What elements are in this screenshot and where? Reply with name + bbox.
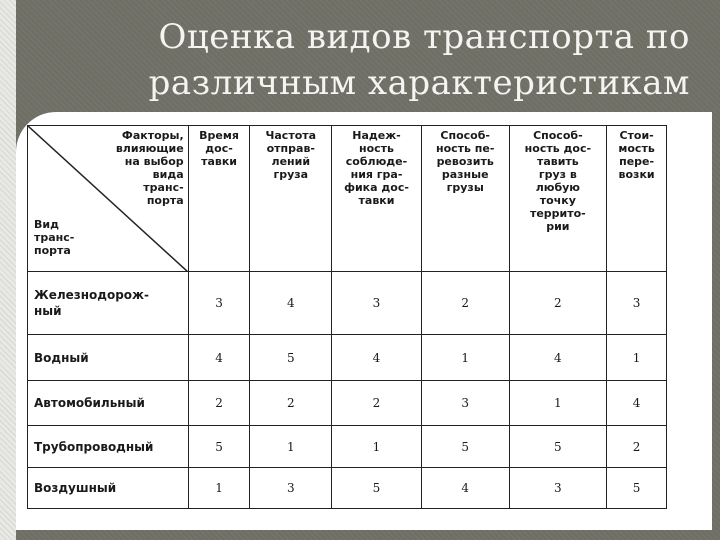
- table-cell: 1: [421, 335, 509, 381]
- corner-factors-label: Факторы, влияющие на выбор вида транс- порта: [115, 129, 184, 207]
- table-cell: 5: [250, 335, 332, 381]
- header-row: [28, 126, 667, 272]
- table-cell: 3: [332, 272, 422, 335]
- table-cell: 4: [188, 335, 250, 381]
- table-cell: 3: [509, 468, 607, 509]
- table-cell: 5: [421, 426, 509, 468]
- table-cell: 4: [332, 335, 422, 381]
- header-reliability: Надеж- ность соблюде- ния гра- фика дос- тавки: [332, 126, 422, 272]
- table-row: [28, 468, 667, 509]
- table-cell: 2: [421, 272, 509, 335]
- table-cell: 5: [332, 468, 422, 509]
- table-cell: 2: [607, 426, 667, 468]
- table-cell: 3: [250, 468, 332, 509]
- left-decor-strip: [0, 0, 16, 540]
- table-cell: 4: [509, 335, 607, 381]
- row-label: Автомобильный: [28, 381, 189, 426]
- row-label: Трубопроводный: [28, 426, 189, 468]
- title-line-1: Оценка видов транспорта по: [158, 17, 690, 57]
- table-row: [28, 381, 667, 426]
- table-cell: 2: [332, 381, 422, 426]
- table-cell: 2: [188, 381, 250, 426]
- table-row: [28, 426, 667, 468]
- header-territory-reach: Способ- ность дос- тавить груз в любую точку террито- рии: [509, 126, 607, 272]
- table-cell: 3: [421, 381, 509, 426]
- table-cell: 5: [188, 426, 250, 468]
- header-frequency: Частота отправ- лений груза: [250, 126, 332, 272]
- header-cargo-capability: Способ- ность пе- ревозить разные грузы: [421, 126, 509, 272]
- table-row: [28, 272, 667, 335]
- table-cell: 4: [421, 468, 509, 509]
- table-cell: 1: [509, 381, 607, 426]
- table-cell: 3: [607, 272, 667, 335]
- row-label: Водный: [28, 335, 189, 381]
- title-line-2: различным характеристикам: [148, 63, 690, 103]
- row-label: Железнодорож- ный: [28, 272, 189, 335]
- table-cell: 1: [250, 426, 332, 468]
- table-cell: 1: [607, 335, 667, 381]
- transport-table: [27, 125, 667, 509]
- table-cell: 4: [607, 381, 667, 426]
- header-cost: Стои- мость пере- возки: [607, 126, 667, 272]
- table-cell: 3: [188, 272, 250, 335]
- table-cell: 1: [188, 468, 250, 509]
- table-cell: 2: [250, 381, 332, 426]
- slide-title: [90, 14, 690, 106]
- row-label: Воздушный: [28, 468, 189, 509]
- table-cell: 5: [509, 426, 607, 468]
- table-cell: 5: [607, 468, 667, 509]
- table-cell: 1: [332, 426, 422, 468]
- table-cell: 4: [250, 272, 332, 335]
- transport-table-wrapper: [27, 125, 667, 508]
- table-row: [28, 335, 667, 381]
- header-delivery-time: Время дос- тавки: [188, 126, 250, 272]
- table-cell: 2: [509, 272, 607, 335]
- corner-transport-label: Вид транс- порта: [34, 218, 75, 257]
- corner-cell: [28, 126, 189, 272]
